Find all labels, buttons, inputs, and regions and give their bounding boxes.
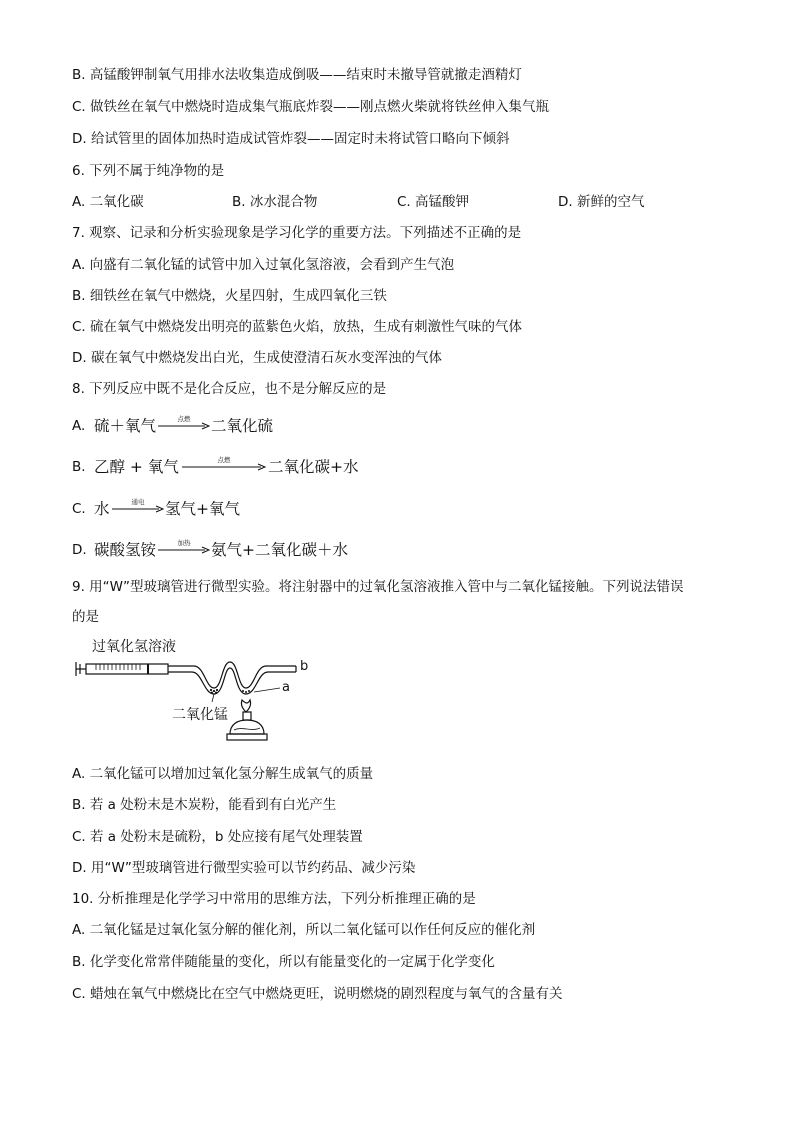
q6-options — [72, 193, 722, 211]
q8-option-b-arrow — [182, 455, 266, 479]
q7-option-a: A. 向盛有二氧化锰的试管中加入过氧化氢溶液，会看到产生气泡 — [72, 257, 455, 273]
q9-option-b: B. 若 a 处粉末是木炭粉，能看到有白光产生 — [72, 797, 337, 813]
q8-option-c-condition: 通电 — [131, 498, 145, 506]
label-mark-a: a — [282, 680, 290, 695]
q5-option-d: D. 给试管里的固体加热时造成试管炸裂——固定时未将试管口略向下倾斜 — [72, 131, 510, 147]
q6-option-b: B. 冰水混合物 — [232, 194, 318, 210]
q9-option-a: A. 二氧化锰可以增加过氧化氢分解生成氧气的质量 — [72, 766, 374, 782]
q8-option-a-reactants: 硫＋氧气 — [94, 417, 157, 435]
w-tube-apparatus-figure — [72, 634, 332, 752]
q8-option-c-label: C. — [72, 501, 86, 517]
syringe-barrel — [86, 664, 168, 674]
q10-option-b: B. 化学变化常常伴随能量的变化，所以有能量变化的一定属于化学变化 — [72, 954, 495, 970]
q10-stem: 10. 分析推理是化学学习中常用的思维方法，下列分析推理正确的是 — [72, 891, 476, 907]
q9-stem: 9. 用“W”型玻璃管进行微型实验。将注射器中的过氧化氢溶液推入管中与二氧化锰接触。下列说法错误 — [72, 579, 684, 595]
q8-option-a-condition: 点燃 — [177, 415, 191, 423]
q8-option-a-label: A. — [72, 418, 86, 434]
q8-option-b — [72, 455, 392, 481]
q8-option-c-arrow — [112, 497, 164, 521]
lamp-wick-holder — [243, 712, 251, 720]
label-manganese-dioxide: 二氧化锰 — [172, 707, 228, 723]
q8-option-d — [72, 538, 392, 564]
q8-option-b-reactants: 乙醇 + 氧气 — [94, 458, 179, 476]
q7-option-b: B. 细铁丝在氧气中燃烧，火星四射，生成四氧化三铁 — [72, 288, 387, 304]
q8-option-a-products: 二氧化硫 — [211, 417, 274, 435]
catalyst-powder — [210, 689, 218, 694]
q10-option-a: A. 二氧化锰是过氧化氢分解的催化剂，所以二氧化锰可以作任何反应的催化剂 — [72, 922, 536, 938]
reaction-arrow-icon — [182, 463, 266, 471]
q7-option-c: C. 硫在氧气中燃烧发出明亮的蓝紫色火焰，放热，生成有刺激性气味的气体 — [72, 319, 523, 335]
q8-option-c-reactants: 水 — [94, 500, 110, 518]
flame — [241, 700, 250, 712]
q6-option-c: C. 高锰酸钾 — [397, 194, 470, 210]
w-tube-lower-wall — [168, 668, 296, 694]
reaction-arrow-icon — [158, 422, 210, 430]
q8-option-c — [72, 497, 372, 523]
q8-option-d-condition: 加热 — [177, 539, 191, 547]
q8-stem: 8. 下列反应中既不是化合反应，也不是分解反应的是 — [72, 381, 387, 397]
label-mark-b: b — [300, 659, 309, 674]
q8-option-c-products: 氢气+氧气 — [165, 500, 240, 518]
q8-option-d-arrow — [158, 538, 210, 562]
q5-option-c: C. 做铁丝在氧气中燃烧时造成集气瓶底炸裂——刚点燃火柴就将铁丝伸入集气瓶 — [72, 99, 550, 115]
q8-option-b-condition: 点燃 — [217, 456, 231, 464]
q8-option-b-label: B. — [72, 459, 86, 475]
q7-option-d: D. 碳在氧气中燃烧发出白光，生成使澄清石灰水变浑浊的气体 — [72, 350, 442, 366]
q8-option-d-products: 氨气+二氧化碳＋水 — [211, 541, 348, 559]
label-hydrogen-peroxide: 过氧化氢溶液 — [92, 639, 176, 655]
w-tube-upper-wall — [168, 662, 296, 688]
q7-stem: 7. 观察、记录和分析实验现象是学习化学的重要方法。下列描述不正确的是 — [72, 225, 522, 241]
q6-option-a: A. 二氧化碳 — [72, 194, 144, 210]
q10-option-c: C. 蜡烛在氧气中燃烧比在空气中燃烧更旺，说明燃烧的剧烈程度与氧气的含量有关 — [72, 986, 563, 1002]
q5-option-b: B. 高锰酸钾制氧气用排水法收集造成倒吸——结束时未撤导管就撤走酒精灯 — [72, 67, 522, 83]
q6-stem: 6. 下列不属于纯净物的是 — [72, 163, 225, 179]
q9-option-c: C. 若 a 处粉末是硫粉，b 处应接有尾气处理装置 — [72, 829, 363, 845]
q6-option-d: D. 新鲜的空气 — [558, 194, 645, 210]
reaction-arrow-icon — [112, 505, 164, 513]
q8-option-d-reactants: 碳酸氢铵 — [94, 541, 157, 559]
reaction-arrow-icon — [158, 546, 210, 554]
q8-option-a-arrow — [158, 414, 210, 438]
q9-option-d: D. 用“W”型玻璃管进行微型实验可以节约药品、减少污染 — [72, 860, 416, 876]
q8-option-d-label: D. — [72, 542, 87, 558]
lamp-base — [227, 734, 267, 740]
q9-stem-continued: 的是 — [72, 609, 99, 625]
q8-option-b-products: 二氧化碳+水 — [268, 458, 359, 476]
apparatus-drawing — [72, 634, 332, 752]
q8-option-a — [72, 414, 372, 440]
lamp-body — [230, 720, 264, 734]
